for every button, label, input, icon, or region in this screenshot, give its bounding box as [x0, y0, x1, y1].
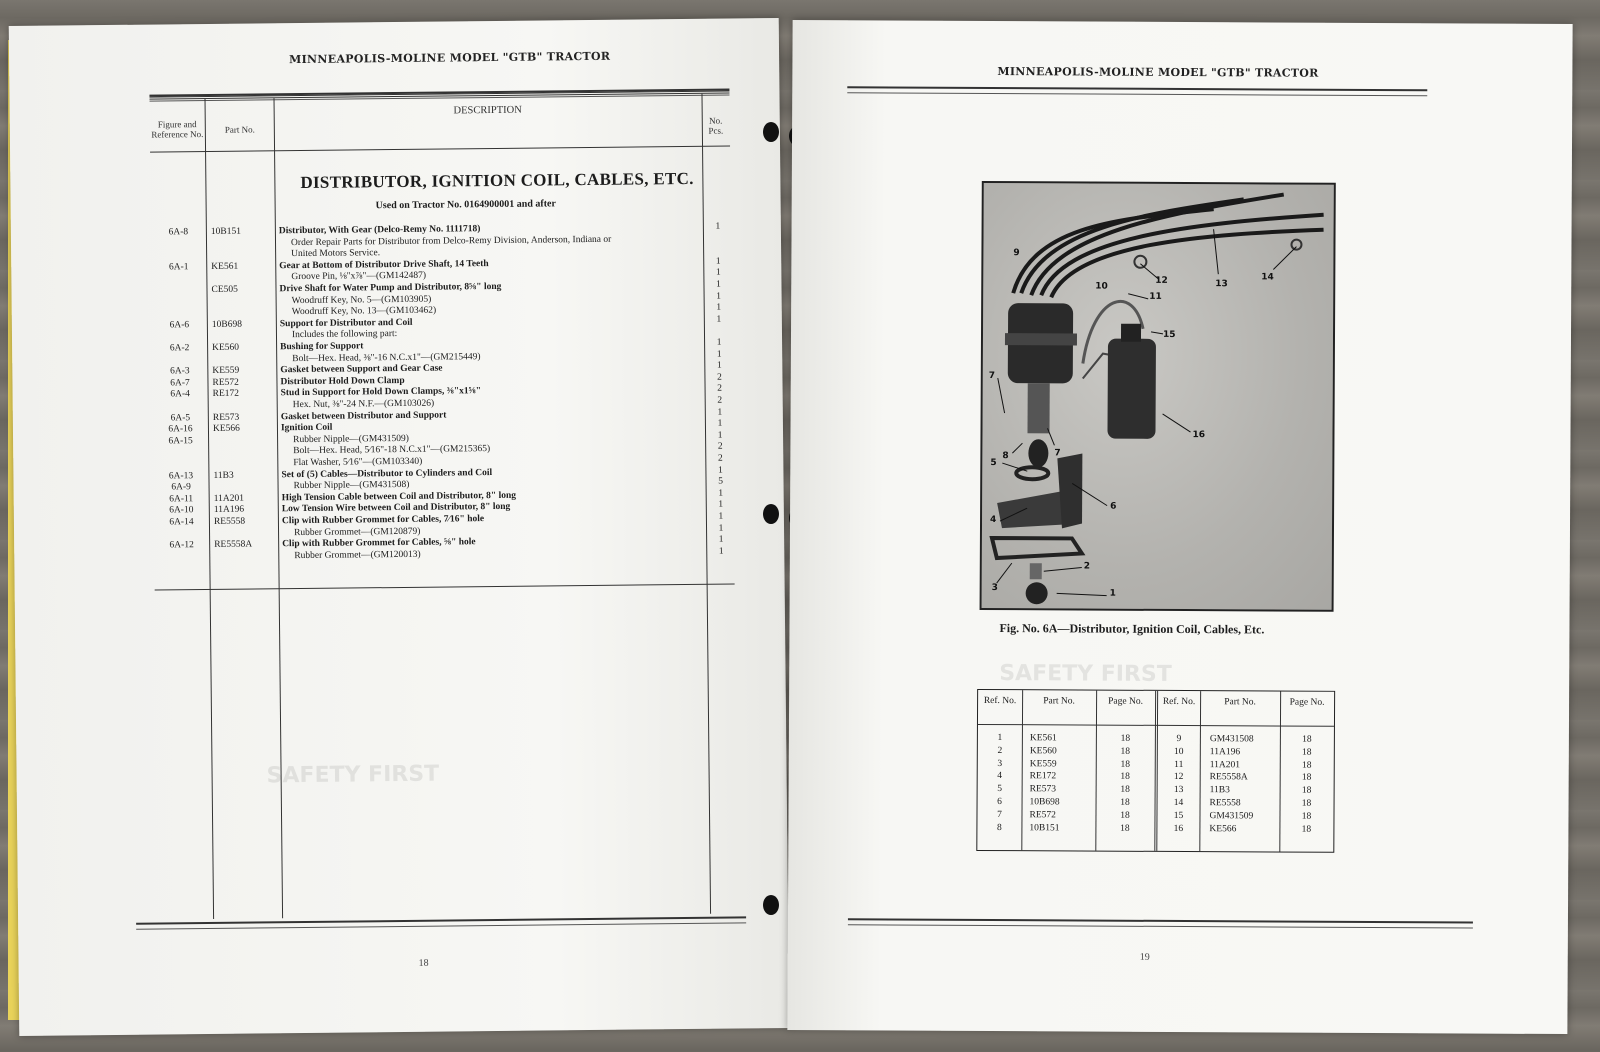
part-number [212, 307, 276, 308]
part-number: 10B698 [211, 319, 243, 330]
figure-ref [151, 285, 206, 286]
part-number: KE559 [1029, 758, 1057, 769]
page-number-cell: 18 [1120, 784, 1130, 795]
callout-8: 8 [1002, 451, 1009, 462]
figure-ref: 6A-13 [168, 470, 194, 482]
part-number: RE572 [1029, 810, 1056, 821]
part-description: Hex. Nut, ⅜"-24 N.F.—(GM103026) [292, 398, 435, 411]
page-number-cell: 18 [1120, 823, 1130, 834]
part-description: Bolt—Hex. Head, ⅜"-16 N.C.x1"—(GM215449) [292, 351, 481, 364]
part-description: Woodruff Key, No. 13—(GM103462) [291, 305, 437, 318]
page-number-cell: 18 [1301, 798, 1312, 809]
part-description: Clip with Rubber Grommet for Cables, 7⁄16" hole [281, 514, 485, 527]
distributor-diagram-icon [982, 183, 1334, 610]
ref-number: 13 [1173, 785, 1184, 796]
piece-count: 1 [716, 349, 722, 360]
part-description: Bolt—Hex. Head, 5⁄16"-18 N.C.x1"—(GM215365) [293, 444, 491, 457]
part-description: Low Tension Wire between Coil and Distributor, 8" long [281, 502, 511, 515]
part-description: Distributor, With Gear (Delco-Remy No. 1111718) [278, 224, 481, 237]
piece-count: 1 [717, 465, 723, 476]
header-part-no: Part No. [1224, 697, 1256, 708]
figure-ref: 6A-10 [169, 505, 194, 516]
part-number: 10B151 [1029, 822, 1060, 833]
figure-ref: 6A-14 [169, 517, 194, 528]
piece-count: 1 [717, 418, 723, 429]
callout-7: 7 [988, 370, 996, 382]
figure-ref [154, 529, 209, 530]
page-number-cell: 18 [1120, 810, 1130, 821]
piece-count: 1 [716, 360, 722, 371]
figure-ref: 6A-12 [169, 540, 194, 551]
figure-ref [153, 447, 208, 448]
part-number: RE573 [212, 412, 240, 423]
header-page-no: Page No. [1289, 697, 1325, 708]
figure-ref [152, 308, 207, 309]
figure-ref: 6A-1 [168, 261, 189, 273]
piece-count: 1 [716, 279, 721, 290]
part-description: Drive Shaft for Water Pump and Distributor, 8⅝" long [279, 281, 502, 295]
part-description: Includes the following part: [291, 329, 398, 341]
piece-count: 2 [717, 384, 722, 395]
part-description: Stud in Support for Hold Down Clamps, ⅜"x1⅝" [280, 386, 482, 399]
part-number: RE5558A [1209, 772, 1248, 783]
callout-5: 5 [990, 458, 997, 469]
part-number: RE573 [1029, 784, 1057, 795]
ref-number: 1 [997, 733, 1003, 744]
callout-12: 12 [1155, 275, 1168, 286]
left-page [9, 18, 790, 1036]
part-description: Rubber Nipple—(GM431508) [293, 480, 410, 492]
part-description: Gasket between Distributor and Support [280, 410, 447, 422]
part-description: Distributor Hold Down Clamp [280, 375, 405, 388]
running-head: MINNEAPOLIS-MOLINE MODEL "GTB" TRACTOR [997, 65, 1319, 80]
callout-4: 4 [990, 515, 997, 526]
part-number: KE560 [1029, 746, 1057, 757]
ref-number: 4 [997, 771, 1003, 782]
binding-hole [763, 895, 779, 915]
part-number [212, 331, 276, 332]
callout-11: 11 [1149, 291, 1162, 302]
part-number: 11A196 [1209, 746, 1241, 758]
figure-ref [151, 273, 206, 274]
piece-count: 1 [716, 314, 722, 325]
part-number [214, 551, 278, 552]
running-head: MINNEAPOLIS-MOLINE MODEL "GTB" TRACTOR [289, 49, 611, 67]
part-number [213, 447, 277, 448]
header-divider [150, 146, 730, 153]
ref-number: 7 [997, 809, 1002, 820]
piece-count: 1 [718, 511, 724, 522]
figure-ref: 6A-11 [169, 493, 194, 505]
piece-count: 1 [718, 488, 724, 499]
binding-hole [763, 504, 779, 524]
reference-table [976, 689, 1335, 853]
piece-count: 1 [717, 407, 723, 418]
callout-7b: 7 [1054, 448, 1061, 459]
part-number: KE561 [1029, 733, 1057, 744]
section-title: DISTRIBUTOR, IGNITION COIL, CABLES, ETC. [300, 168, 694, 193]
figure-ref: 6A-8 [168, 227, 189, 238]
piece-count: 2 [717, 395, 723, 406]
header-part-no: Part No. [1043, 696, 1075, 707]
part-number: RE5558 [1209, 798, 1241, 809]
piece-count: 1 [716, 337, 722, 348]
figure-ref: 6A-3 [170, 366, 190, 377]
part-number: KE566 [1209, 823, 1237, 834]
page-number-cell: 18 [1301, 785, 1312, 796]
header-ref-no: Ref. No. [1162, 696, 1196, 708]
part-number [211, 238, 275, 239]
part-number [211, 273, 275, 274]
header-description: DESCRIPTION [453, 104, 522, 117]
part-number [214, 481, 278, 482]
part-description: Groove Pin, ⅛"x⅞"—(GM142487) [291, 271, 427, 283]
bottom-rule [848, 918, 1473, 928]
piece-count: 2 [717, 441, 723, 453]
piece-count: 1 [717, 430, 723, 441]
part-number: KE561 [211, 261, 239, 272]
callout-10: 10 [1095, 281, 1108, 292]
callout-6: 6 [1110, 501, 1117, 512]
part-number [213, 435, 277, 436]
page-number-cell: 18 [1301, 824, 1312, 835]
part-description: Flat Washer, 5⁄16"—(GM103340) [293, 456, 423, 469]
piece-count: 1 [715, 268, 721, 279]
part-number: CE505 [211, 284, 238, 295]
part-number: 10B151 [210, 226, 242, 237]
ref-number: 15 [1173, 810, 1184, 821]
part-number: GM431508 [1209, 734, 1254, 745]
binding-hole [763, 122, 779, 142]
part-number: RE572 [212, 377, 239, 388]
page-number: 19 [1139, 951, 1150, 963]
ref-number: 12 [1173, 772, 1184, 783]
figure-ref: 6A-6 [169, 319, 190, 331]
ref-number: 3 [997, 758, 1003, 769]
exploded-diagram [980, 181, 1336, 612]
part-number: KE560 [212, 342, 240, 353]
figure-ref [151, 239, 206, 240]
figure-ref [151, 250, 206, 251]
part-number [211, 249, 275, 250]
page-number-cell: 18 [1302, 734, 1312, 745]
header-no-pcs: No. Pcs. [708, 115, 724, 136]
part-description: Gear at Bottom of Distributor Drive Shaft, 14 Teeth [279, 258, 489, 272]
part-number: 10B698 [1029, 797, 1060, 808]
piece-count: 1 [715, 221, 721, 232]
table-end-divider [155, 583, 735, 590]
page-number-cell: 18 [1301, 811, 1312, 822]
piece-count: 1 [716, 291, 722, 302]
page-number-cell: 18 [1302, 747, 1312, 758]
ref-number: 5 [997, 784, 1003, 795]
piece-count: 5 [718, 476, 723, 487]
part-number: RE172 [212, 389, 240, 400]
piece-count: 1 [718, 546, 724, 557]
header-ref-no: Ref. No. [983, 695, 1017, 707]
part-number [212, 354, 276, 355]
part-description: Rubber Nipple—(GM431509) [293, 433, 409, 445]
ref-number: 2 [997, 745, 1003, 756]
part-number [212, 296, 276, 297]
part-description: High Tension Cable between Coil and Distributor, 8" long [281, 490, 517, 504]
page-number-cell: 18 [1120, 746, 1131, 757]
figure-ref: 6A-4 [170, 389, 190, 400]
page-number-cell: 18 [1120, 797, 1130, 808]
callout-13: 13 [1215, 279, 1228, 290]
part-description: Order Repair Parts for Distributor from Delco-Remy Division, Anderson, Indiana or [290, 234, 612, 248]
figure-ref [153, 401, 208, 402]
part-number: 11B3 [213, 470, 234, 481]
bleed-through-text: SAFETY FIRST [999, 661, 1172, 687]
figure-ref: 6A-7 [170, 377, 190, 389]
page-number-cell: 18 [1301, 760, 1312, 771]
bleed-through-text: SAFETY FIRST [266, 761, 440, 789]
figure-ref [153, 459, 208, 460]
page-number-cell: 18 [1301, 773, 1312, 784]
section-subtitle: Used on Tractor No. 0164900001 and after [375, 198, 556, 212]
part-number: 11A201 [1209, 759, 1241, 770]
figure-ref: 6A-5 [170, 412, 191, 423]
part-number: 11B3 [1209, 785, 1230, 796]
part-number: GM431509 [1209, 810, 1254, 822]
part-description: Ignition Coil [280, 422, 333, 434]
figure-ref: 6A-9 [171, 482, 191, 493]
callout-14: 14 [1261, 272, 1274, 283]
part-number [213, 458, 277, 459]
header-page-no: Page No. [1108, 696, 1144, 707]
part-number: 11A196 [213, 505, 245, 516]
callout-3: 3 [991, 583, 998, 594]
part-number: RE172 [1029, 771, 1057, 782]
piece-count: 2 [717, 453, 723, 464]
part-number: KE566 [212, 423, 240, 435]
parts-table [149, 91, 738, 920]
piece-count: 1 [716, 302, 722, 313]
part-description: Woodruff Key, No. 5—(GM103905) [291, 294, 432, 306]
figure-ref: 6A-15 [168, 435, 193, 447]
part-number: RE5558 [213, 516, 246, 527]
figure-caption: Fig. No. 6A—Distributor, Ignition Coil, Cables, Etc. [999, 621, 1265, 637]
piece-count: 1 [715, 256, 721, 267]
callout-16: 16 [1192, 430, 1206, 441]
part-number [214, 528, 278, 529]
figure-ref [154, 552, 209, 553]
page-number-cell: 18 [1120, 759, 1131, 770]
page-number-cell: 18 [1120, 733, 1131, 744]
figure-ref [152, 355, 207, 356]
right-page [787, 20, 1572, 1034]
piece-count: 2 [717, 372, 722, 383]
part-description: Gasket between Support and Gear Case [280, 363, 443, 376]
callout-9: 9 [1013, 248, 1020, 259]
ref-number: 8 [997, 822, 1002, 833]
part-description: Rubber Grommet—(GM120013) [294, 549, 421, 561]
figure-ref [152, 331, 207, 332]
top-rule [847, 86, 1427, 96]
figure-ref [152, 297, 207, 298]
part-description: Clip with Rubber Grommet for Cables, ⅝" hole [282, 537, 476, 550]
header-figure-ref: Figure and Reference No. [151, 119, 204, 140]
callout-15: 15 [1162, 329, 1176, 340]
part-description: Rubber Grommet—(GM120879) [294, 526, 421, 538]
piece-count: 1 [718, 499, 724, 511]
callout-1: 1 [1109, 588, 1116, 599]
ref-number: 14 [1173, 797, 1184, 809]
header-part-no: Part No. [224, 124, 255, 135]
part-description: United Motors Service. [291, 248, 381, 260]
part-number: 11A201 [213, 493, 245, 504]
part-number [213, 400, 277, 401]
ref-number: 9 [1176, 733, 1182, 745]
part-description: Set of (5) Cables—Distributor to Cylinders and Coil [281, 467, 493, 480]
callout-2: 2 [1083, 561, 1091, 572]
ref-number: 10 [1174, 746, 1184, 757]
page-number: 18 [418, 957, 429, 969]
piece-count: 1 [718, 523, 724, 534]
piece-count: 1 [718, 534, 724, 545]
ref-number: 6 [997, 797, 1002, 808]
part-description: Support for Distributor and Coil [279, 317, 413, 330]
part-description: Bushing for Support [280, 341, 364, 353]
page-number-cell: 18 [1120, 772, 1130, 783]
ref-number: 16 [1173, 823, 1184, 834]
part-number: KE559 [212, 365, 240, 377]
figure-ref: 6A-16 [168, 424, 193, 435]
figure-ref: 6A-2 [169, 343, 190, 354]
part-number: RE5558A [214, 539, 253, 551]
ref-number: 11 [1174, 759, 1184, 770]
